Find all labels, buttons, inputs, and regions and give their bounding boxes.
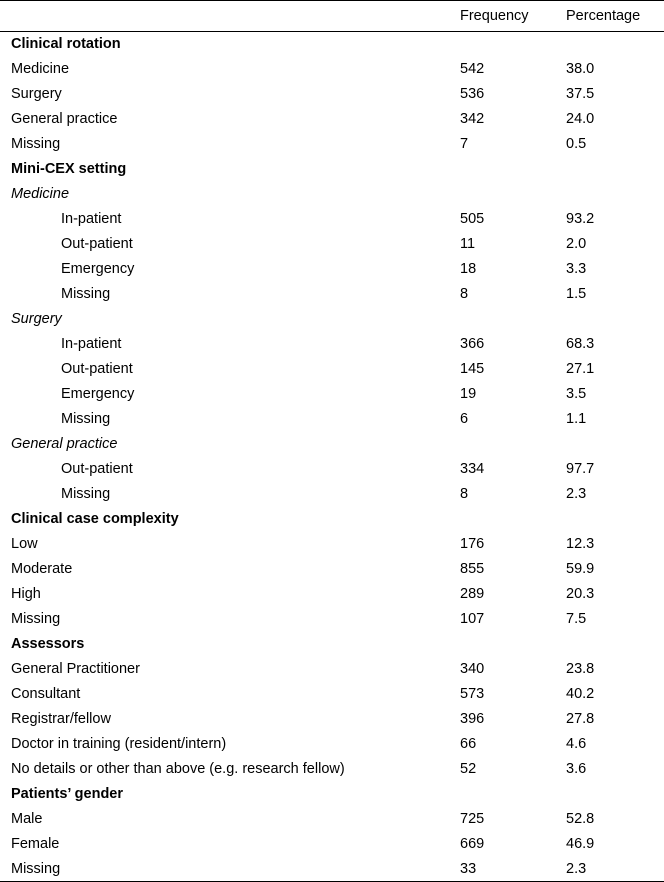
row-percentage <box>560 32 664 57</box>
row-frequency: 536 <box>460 86 485 102</box>
row-percentage: 68.3 <box>566 336 595 352</box>
table-section-row <box>0 32 664 57</box>
row-label: General Practitioner <box>11 661 140 677</box>
row-frequency <box>450 32 560 57</box>
row-label: Low <box>11 536 38 552</box>
row-percentage <box>560 307 664 332</box>
row-percentage: 38.0 <box>566 61 595 77</box>
table-row <box>0 607 664 632</box>
row-frequency: 573 <box>460 686 485 702</box>
table-row <box>0 582 664 607</box>
row-frequency: 342 <box>460 111 485 127</box>
row-frequency: 11 <box>460 236 476 252</box>
row-frequency: 505 <box>460 211 485 227</box>
row-label: Female <box>11 836 60 852</box>
row-percentage: 3.5 <box>566 386 587 402</box>
row-percentage: 59.9 <box>566 561 595 577</box>
row-percentage: 1.5 <box>566 286 587 302</box>
row-label: Consultant <box>11 686 81 702</box>
row-percentage: 12.3 <box>566 536 595 552</box>
row-frequency <box>450 507 560 532</box>
percentage-column-header: Percentage <box>566 8 641 24</box>
table-subsection-row <box>0 432 664 457</box>
row-frequency <box>450 782 560 807</box>
row-label: Missing <box>11 611 61 627</box>
row-frequency: 33 <box>460 860 477 877</box>
row-percentage: 97.7 <box>566 461 595 477</box>
table-row <box>0 532 664 557</box>
row-frequency: 669 <box>460 836 485 852</box>
row-percentage: 52.8 <box>566 811 595 827</box>
row-label: General practice <box>11 111 118 127</box>
row-frequency: 8 <box>460 286 469 302</box>
row-label: High <box>11 586 41 602</box>
table-row <box>0 107 664 132</box>
table-subsection-row <box>0 307 664 332</box>
table-row <box>0 407 664 432</box>
row-percentage <box>560 182 664 207</box>
row-label: Male <box>11 811 43 827</box>
row-frequency <box>450 632 560 657</box>
row-percentage: 20.3 <box>566 586 595 602</box>
row-label: Emergency <box>61 386 135 402</box>
row-percentage: 3.6 <box>566 761 587 777</box>
row-percentage: 37.5 <box>566 86 595 102</box>
row-label: Doctor in training (resident/intern) <box>11 736 227 752</box>
table-row <box>0 732 664 757</box>
table-row <box>0 207 664 232</box>
row-label: Clinical case complexity <box>11 511 179 527</box>
table-row <box>0 457 664 482</box>
table-row <box>0 282 664 307</box>
row-percentage: 4.6 <box>566 736 587 752</box>
table-row <box>0 232 664 257</box>
row-label: Missing <box>61 411 111 427</box>
table-row <box>0 257 664 282</box>
row-percentage <box>560 432 664 457</box>
row-frequency <box>450 307 560 332</box>
table-row <box>0 482 664 507</box>
row-frequency <box>450 182 560 207</box>
row-percentage: 0.5 <box>566 136 587 152</box>
table-subsection-row <box>0 182 664 207</box>
row-percentage <box>560 157 664 182</box>
row-label: In-patient <box>61 336 122 352</box>
table-row <box>0 757 664 782</box>
row-label: Out-patient <box>61 361 133 377</box>
row-label: Surgery <box>11 311 62 327</box>
row-frequency: 725 <box>460 811 485 827</box>
row-frequency: 66 <box>460 736 477 752</box>
row-percentage: 40.2 <box>566 686 595 702</box>
row-label: Assessors <box>11 636 85 652</box>
row-percentage <box>560 782 664 807</box>
row-percentage <box>560 632 664 657</box>
row-frequency: 542 <box>460 61 485 77</box>
row-percentage: 46.9 <box>566 836 595 852</box>
row-percentage: 7.5 <box>566 611 587 627</box>
header-row <box>0 1 664 32</box>
row-frequency: 289 <box>460 586 485 602</box>
row-percentage: 93.2 <box>566 211 595 227</box>
table-row <box>0 707 664 732</box>
row-frequency: 366 <box>460 336 485 352</box>
row-frequency: 107 <box>460 611 485 627</box>
table-row <box>0 57 664 82</box>
row-frequency: 340 <box>460 661 485 677</box>
row-label: Out-patient <box>61 236 133 252</box>
row-label: Missing <box>61 286 111 302</box>
table-row <box>0 357 664 382</box>
row-frequency <box>450 432 560 457</box>
row-percentage: 2.3 <box>566 486 587 502</box>
row-label: In-patient <box>61 211 122 227</box>
table-row <box>0 682 664 707</box>
table-section-row <box>0 632 664 657</box>
row-frequency <box>450 157 560 182</box>
row-frequency: 334 <box>460 461 485 477</box>
row-label: Emergency <box>61 261 135 277</box>
row-frequency: 396 <box>460 711 485 727</box>
row-label: Registrar/fellow <box>11 711 111 727</box>
table-section-row <box>0 507 664 532</box>
row-label: Clinical rotation <box>11 36 121 53</box>
row-frequency: 176 <box>460 536 485 552</box>
row-label: Moderate <box>11 561 73 577</box>
row-label: Surgery <box>11 86 62 102</box>
table-section-row <box>0 782 664 807</box>
row-label: Missing <box>11 860 61 877</box>
row-frequency: 52 <box>460 761 477 777</box>
table-row <box>0 557 664 582</box>
table-header <box>0 1 664 32</box>
table-row <box>0 657 664 682</box>
row-label: Missing <box>61 486 111 502</box>
row-percentage: 23.8 <box>566 661 595 677</box>
table-row <box>0 382 664 407</box>
row-percentage: 27.1 <box>566 361 595 377</box>
row-frequency: 855 <box>460 561 485 577</box>
row-percentage: 2.0 <box>566 236 587 252</box>
row-frequency: 8 <box>460 486 469 502</box>
row-frequency: 18 <box>460 261 477 277</box>
row-label: Medicine <box>11 186 70 202</box>
table-section-row <box>0 157 664 182</box>
table-body <box>0 32 664 882</box>
row-percentage: 3.3 <box>566 261 587 277</box>
table-row <box>0 82 664 107</box>
row-frequency: 7 <box>460 136 469 152</box>
frequency-column-header: Frequency <box>460 8 529 24</box>
row-label: General practice <box>11 436 118 452</box>
row-label: Out-patient <box>61 461 133 477</box>
table-row <box>0 332 664 357</box>
row-label: No details or other than above (e.g. research fellow) <box>11 761 345 777</box>
table-row <box>0 807 664 832</box>
label-column-header <box>0 1 450 32</box>
row-percentage: 27.8 <box>566 711 595 727</box>
row-percentage: 2.3 <box>566 860 587 877</box>
row-percentage: 24.0 <box>566 111 595 127</box>
row-label: Medicine <box>11 61 70 77</box>
row-label: Missing <box>11 136 61 152</box>
row-label: Mini-CEX setting <box>11 161 127 177</box>
row-percentage: 1.1 <box>566 411 587 427</box>
table-row <box>0 832 664 857</box>
row-frequency: 145 <box>460 361 485 377</box>
table-row <box>0 132 664 157</box>
row-percentage <box>560 507 664 532</box>
row-label: Patients’ gender <box>11 786 124 802</box>
row-frequency: 19 <box>460 386 477 402</box>
row-frequency: 6 <box>460 411 469 427</box>
